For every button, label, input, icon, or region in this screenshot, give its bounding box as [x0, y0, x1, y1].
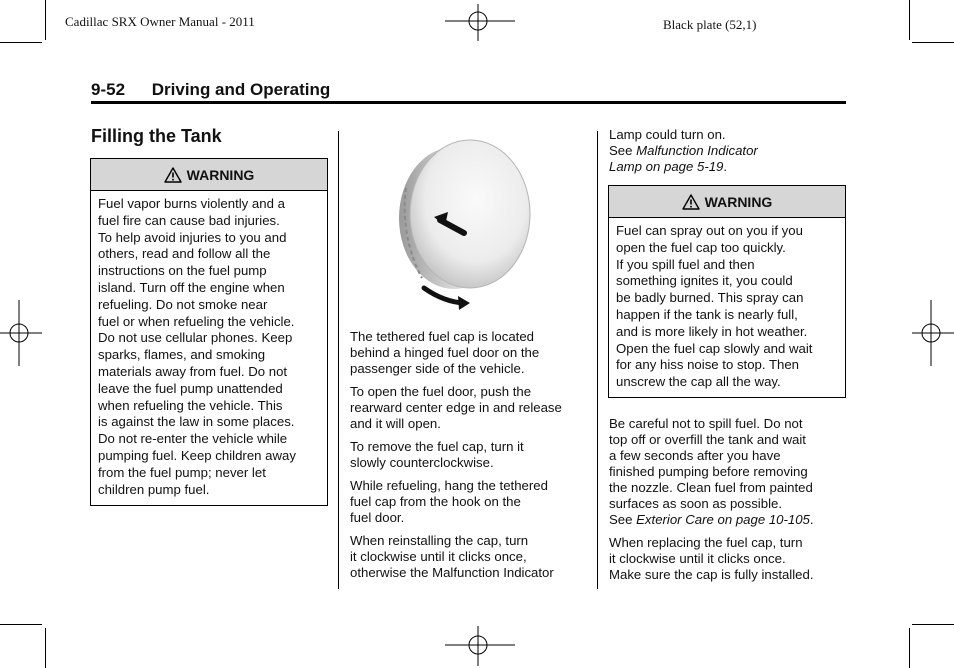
warning-line: Open the fuel cap slowly and wait	[616, 340, 813, 356]
text-line: While refueling, hang the tethered	[350, 478, 548, 493]
text-line: Lamp could turn on.	[609, 127, 726, 142]
text-line: Be careful not to spill fuel. Do not	[609, 416, 803, 431]
crop-mark	[912, 624, 954, 625]
punctuation: .	[723, 159, 728, 174]
cross-reference-link[interactable]: Malfunction Indicator	[636, 143, 758, 158]
warning-header	[609, 186, 845, 218]
column-2-text	[350, 329, 590, 588]
crop-mark	[45, 0, 46, 40]
text-line: fuel cap from the hook on the	[350, 494, 521, 509]
warning-line: sparks, flames, and smoking	[98, 347, 266, 363]
warning-line: pumping fuel. Keep children away	[98, 447, 296, 463]
warning-box-fuel-spray	[608, 185, 846, 398]
punctuation: .	[809, 512, 814, 527]
warning-line: from the fuel pump; never let	[98, 464, 266, 480]
page-title: Filling the Tank	[91, 126, 222, 146]
warning-box-fuel-vapor	[90, 158, 328, 506]
crop-mark	[909, 0, 910, 40]
warning-line: others, read and follow all the	[98, 246, 271, 262]
warning-line: Do not use cellular phones. Keep	[98, 330, 293, 346]
warning-line: instructions on the fuel pump	[98, 263, 267, 279]
warning-line: If you spill fuel and then	[616, 256, 755, 272]
registration-mark-top	[445, 4, 515, 44]
paragraph	[350, 533, 590, 581]
section-title: Driving and Operating	[151, 80, 331, 99]
text-line: and it will open.	[350, 416, 441, 431]
warning-line: be badly burned. This spray can	[616, 290, 804, 306]
warning-icon	[682, 194, 700, 210]
text-line: fuel door.	[350, 510, 405, 525]
paragraph	[350, 478, 590, 526]
paragraph	[350, 329, 590, 377]
text-line: it clockwise until it clicks once,	[350, 549, 527, 564]
text-line: When replacing the fuel cap, turn	[609, 535, 803, 550]
warning-label: WARNING	[186, 166, 255, 183]
header-rule	[91, 101, 846, 104]
column-3-intro	[609, 127, 849, 175]
text-line: Make sure the cap is fully installed.	[609, 567, 814, 582]
paragraph	[350, 384, 590, 432]
text-line: To remove the fuel cap, turn it	[350, 439, 524, 454]
warning-body	[91, 191, 327, 504]
warning-line: refueling. Do not smoke near	[98, 296, 268, 312]
text-line: finished pumping before removing	[609, 464, 808, 479]
plate-right-text: Black plate (52,1)	[663, 17, 757, 32]
warning-line: for any hiss noise to stop. Then	[616, 357, 800, 373]
warning-line: when refueling the vehicle. This	[98, 397, 283, 413]
column-3-text	[609, 416, 849, 590]
registration-mark-bottom	[445, 626, 515, 666]
warning-label: WARNING	[704, 193, 773, 210]
warning-line: island. Turn off the engine when	[98, 279, 285, 295]
registration-mark-right	[912, 300, 954, 366]
warning-line: Do not re-enter the vehicle while	[98, 431, 288, 447]
text-line: passenger side of the vehicle.	[350, 361, 525, 376]
page-number: 9-52	[91, 80, 126, 99]
warning-line: Fuel vapor burns violently and a	[98, 196, 285, 211]
text-line: rearward center edge in and release	[350, 400, 562, 415]
text-line: a few seconds after you have	[609, 448, 781, 463]
see-prefix: See	[609, 143, 633, 158]
paragraph	[609, 416, 849, 528]
warning-line: unscrew the cap all the way.	[616, 374, 781, 390]
see-prefix: See	[609, 512, 633, 527]
crop-mark	[0, 42, 42, 43]
crop-mark	[0, 624, 42, 625]
warning-header	[91, 159, 327, 191]
warning-line: something ignites it, you could	[616, 273, 793, 289]
page-header	[91, 80, 846, 102]
column-divider	[597, 131, 598, 589]
warning-line: happen if the tank is nearly full,	[616, 306, 798, 322]
warning-line: Fuel can spray out on you if you	[616, 223, 803, 238]
paragraph	[350, 439, 590, 471]
crop-mark	[912, 42, 954, 43]
text-line: The tethered fuel cap is located	[350, 329, 535, 344]
cross-reference-link[interactable]: Lamp on page 5-19	[609, 159, 724, 174]
text-line: the nozzle. Clean fuel from painted	[609, 480, 813, 495]
text-line: top off or overfill the tank and wait	[609, 432, 806, 447]
text-line: it clockwise until it clicks once.	[609, 551, 786, 566]
text-line: When reinstalling the cap, turn	[350, 533, 529, 548]
registration-mark-left	[0, 300, 42, 366]
warning-line: leave the fuel pump unattended	[98, 380, 283, 396]
warning-icon	[164, 167, 182, 183]
crop-mark	[45, 628, 46, 668]
warning-line: open the fuel cap too quickly.	[616, 239, 786, 255]
warning-line: materials away from fuel. Do not	[98, 363, 288, 379]
plate-left-text: Cadillac SRX Owner Manual - 2011	[65, 14, 255, 29]
text-line: To open the fuel door, push the	[350, 384, 532, 399]
warning-line: children pump fuel.	[98, 481, 210, 497]
text-line: otherwise the Malfunction Indicator	[350, 565, 554, 580]
paragraph	[609, 535, 849, 583]
text-line: slowly counterclockwise.	[350, 455, 494, 470]
column-divider	[338, 131, 339, 589]
warning-line: fuel fire can cause bad injuries.	[98, 212, 280, 228]
cross-reference-link[interactable]: Exterior Care on page 10-105	[636, 512, 810, 527]
warning-line: is against the law in some places.	[98, 414, 295, 430]
warning-line: fuel or when refueling the vehicle.	[98, 313, 295, 329]
warning-line: To help avoid injuries to you and	[98, 229, 287, 245]
fuel-cap-icon	[388, 128, 538, 313]
text-line: behind a hinged fuel door on the	[350, 345, 540, 360]
crop-mark	[909, 628, 910, 668]
warning-body	[609, 218, 845, 397]
warning-line: and is more likely in hot weather.	[616, 323, 808, 339]
text-line: surfaces as soon as possible.	[609, 496, 782, 511]
